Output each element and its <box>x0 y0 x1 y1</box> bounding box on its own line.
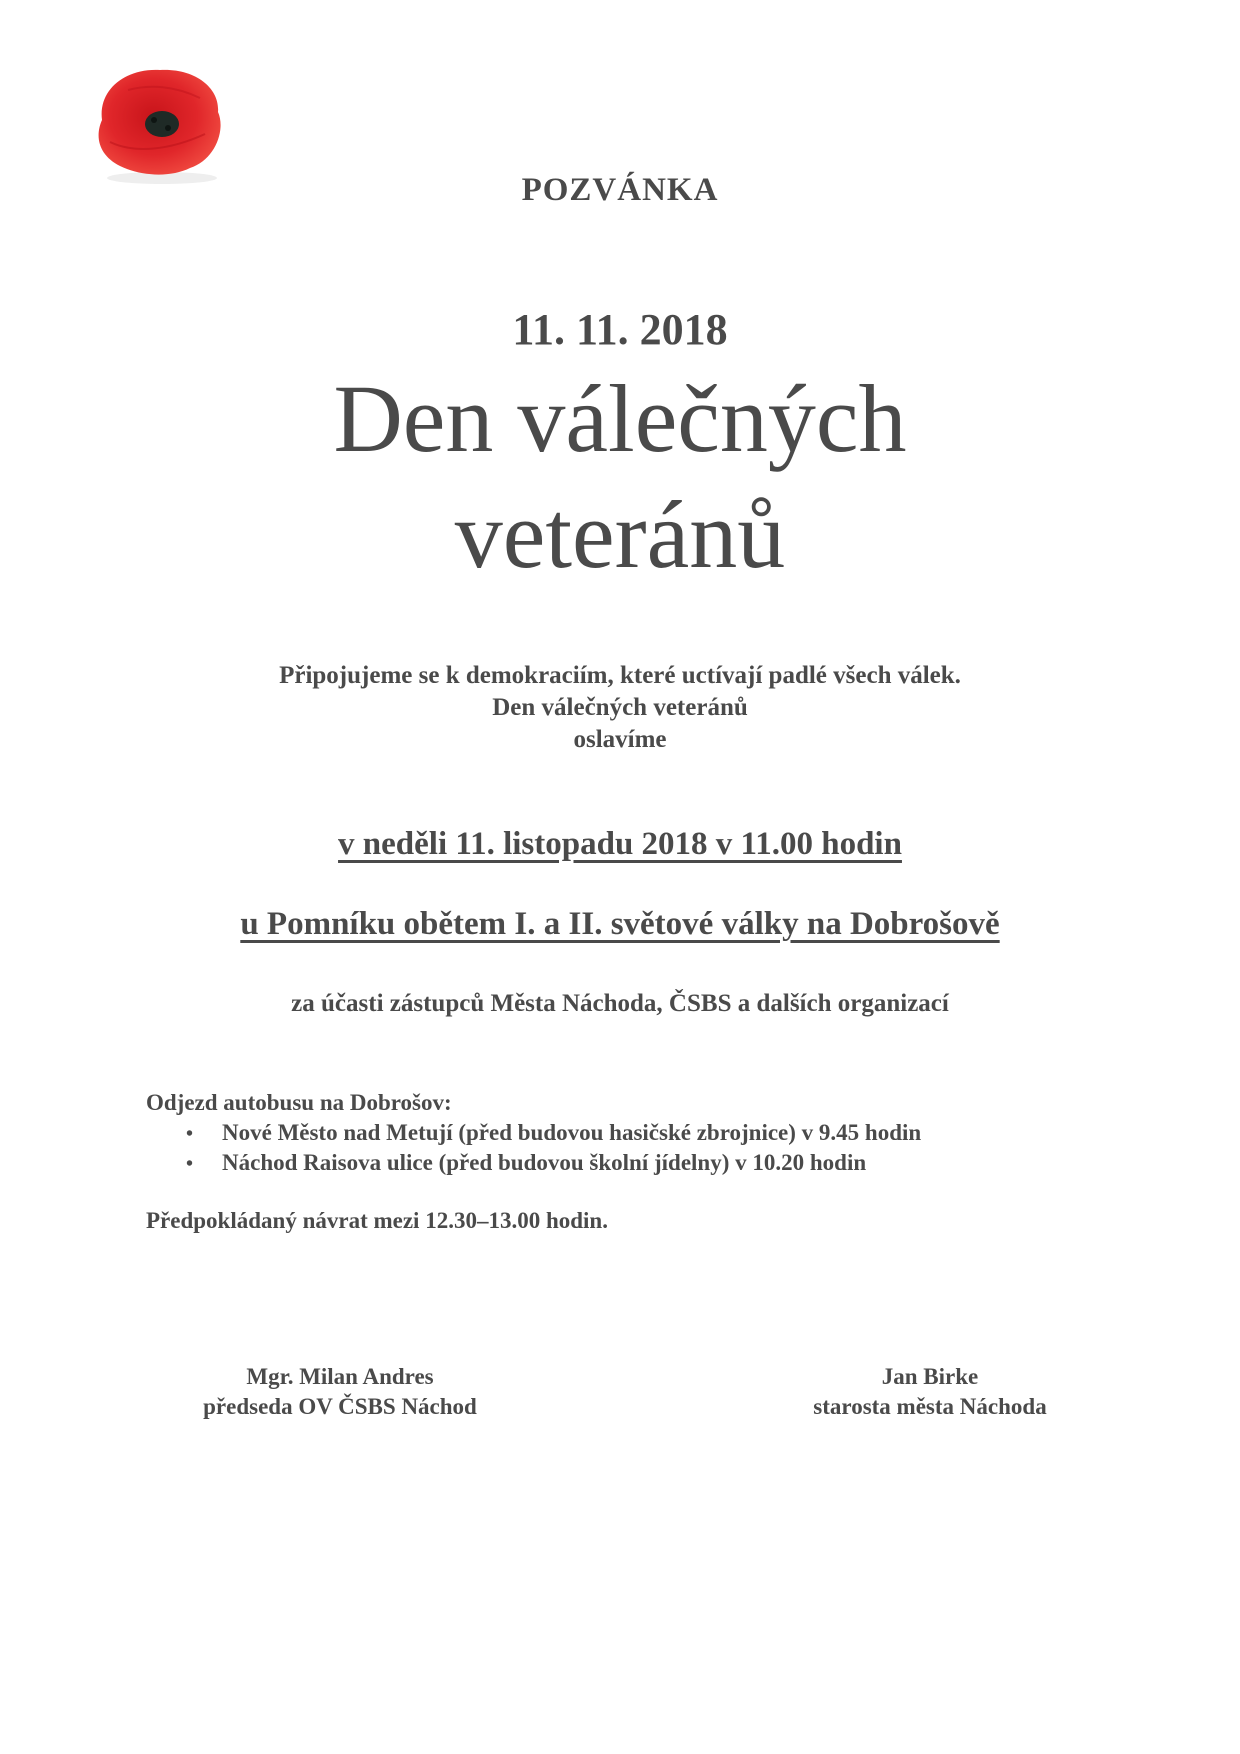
page-title-line-1: Den válečných <box>333 365 907 472</box>
list-item <box>186 1150 866 1176</box>
departure-text: Nové Město nad Metují (před budovou hasičské zbrojnice) v 9.45 hodin <box>222 1120 922 1145</box>
signature-block-left <box>180 1362 500 1422</box>
event-location: u Pomníku obětem I. a II. světové války na Dobrošově <box>240 906 1000 942</box>
signature-role: starosta města Náchoda <box>813 1394 1047 1419</box>
departure-text: Náchod Raisova ulice (před budovou školní jídelny) v 10.20 hodin <box>222 1150 867 1175</box>
intro-line-3: oslavíme <box>573 726 667 753</box>
list-item <box>186 1120 921 1146</box>
bullet-icon: • <box>186 1123 194 1145</box>
event-date: 11. 11. 2018 <box>512 305 728 354</box>
intro-line-2: Den válečných veteránů <box>492 694 748 721</box>
intro-line-1: Připojujeme se k demokraciím, které uctívají padlé všech válek. <box>279 662 961 689</box>
signature-role: předseda OV ČSBS Náchod <box>203 1394 477 1419</box>
signature-name: Jan Birke <box>881 1364 979 1389</box>
return-time: Předpokládaný návrat mezi 12.30–13.00 hodin. <box>146 1208 608 1233</box>
signature-block-right <box>780 1362 1080 1422</box>
poppy-icon <box>80 50 240 190</box>
bullet-icon: • <box>186 1153 194 1175</box>
bus-heading: Odjezd autobusu na Dobrošov: <box>146 1090 452 1115</box>
event-attendance: za účasti zástupců Města Náchoda, ČSBS a dalších organizací <box>291 990 949 1017</box>
invitation-label: POZVÁNKA <box>521 172 719 208</box>
page-title-line-2: veteránů <box>454 481 786 588</box>
event-time: v neděli 11. listopadu 2018 v 11.00 hodin <box>338 826 902 862</box>
signature-name: Mgr. Milan Andres <box>246 1364 434 1389</box>
